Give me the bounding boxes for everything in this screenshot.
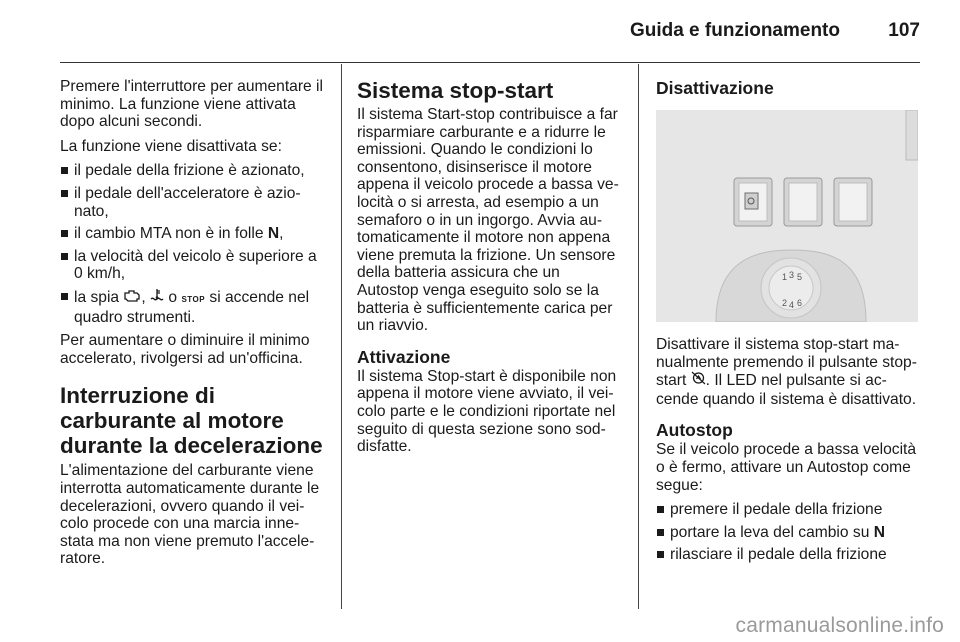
list-item xyxy=(60,225,328,243)
column-right xyxy=(656,78,922,570)
list-item-text: il cambio MTA non è in folle xyxy=(74,225,268,243)
list-item-text: si accende nel quadro strumenti. xyxy=(74,288,310,326)
list-item-text: il pedale della frizione è azionato, xyxy=(74,162,305,180)
engine-check-icon xyxy=(123,291,141,305)
gear-digit: 6 xyxy=(797,298,803,308)
paragraph: Premere l'interruttore per aumentare il minimo. La funzione viene attivata dopo alcuni secondi. xyxy=(60,78,323,131)
gear-digit: 4 xyxy=(789,300,795,310)
list-item xyxy=(656,546,922,564)
column-divider xyxy=(341,64,342,609)
paragraph: Se il veicolo procede a bassa velocità o è fermo, attivare un Autostop come segue: xyxy=(656,441,917,494)
gear-digit: 3 xyxy=(789,270,795,280)
list-item-text: la velocità del veicolo è superiore a 0 km/h, xyxy=(74,247,317,283)
page-header xyxy=(60,0,920,63)
gear-digit: 2 xyxy=(782,298,788,308)
list-item xyxy=(656,524,922,542)
coolant-temp-icon xyxy=(150,291,164,305)
list-item-text: portare la leva del cambio su xyxy=(670,523,874,541)
gear-neutral: N xyxy=(873,523,885,541)
stop-indicator-icon: STOP xyxy=(181,294,206,304)
condition-list xyxy=(60,162,328,326)
subsection-heading: Attivazione xyxy=(357,346,451,367)
subsection-heading: Autostop xyxy=(656,420,733,441)
paragraph: Per aumentare o diminuire il minimo accelerato, rivolgersi ad un'officina. xyxy=(60,332,310,367)
watermark: carmanualsonline.info xyxy=(735,614,944,637)
column-middle xyxy=(357,78,623,463)
section-heading: Interruzione di carburante al motore durante la decelerazione xyxy=(60,383,323,459)
gear-neutral: N xyxy=(267,225,280,243)
section-title: Guida e funzionamento xyxy=(629,20,840,41)
gear-digit: 1 xyxy=(782,272,788,282)
paragraph-text: Disattivare il sistema stop-start ma-nualmente premendo il pulsante stop-start xyxy=(656,336,917,390)
paragraph-text: . Il LED nel pulsante si ac-cende quando il sistema è disattivato. xyxy=(656,372,917,408)
gear-digit: 5 xyxy=(797,272,803,282)
column-divider xyxy=(638,64,639,609)
list-item-text: , xyxy=(279,225,284,243)
list-item-text: rilasciare il pedale della frizione xyxy=(670,546,887,564)
list-item xyxy=(60,288,328,326)
list-item-text: o xyxy=(164,288,182,306)
dashboard-figure xyxy=(656,110,918,322)
list-item xyxy=(60,248,328,283)
section-heading: Sistema stop-start xyxy=(357,78,554,103)
paragraph: L'alimentazione del carburante viene interrotta automaticamente durante le decelerazioni, ovvero quando il vei-colo procede con una marcia inne-stata ma non viene premuto l'accele-ratore. xyxy=(60,462,320,568)
list-item-text: , xyxy=(141,288,151,306)
list-item xyxy=(656,501,922,519)
stop-start-icon xyxy=(691,374,706,388)
switch-panel-illustration xyxy=(656,110,918,322)
page-number: 107 xyxy=(888,20,920,41)
paragraph: La funzione viene disattivata se: xyxy=(60,137,282,155)
list-item xyxy=(60,162,328,180)
list-item-text: premere il pedale della frizione xyxy=(670,501,883,519)
list-item xyxy=(60,185,328,220)
paragraph: Il sistema Start-stop contribuisce a far risparmiare carburante e a ridurre le emissioni. Quando le condizioni lo consentono, disinserisce il motore appena il veicolo procede a bassa ve-locità o si arresta, ad esempio a un semaforo o in un ingorgo. Avvia au-tomaticamente il motore non appena viene premuta la frizione. Un sensore della batteria assicura che un Autostop venga eseguito solo se la batteria è sufficientemente carica per un riavvio. xyxy=(357,106,619,335)
column-left xyxy=(60,78,328,575)
list-item-text: il pedale dell'acceleratore è azio-nato, xyxy=(74,184,301,220)
paragraph: Il sistema Stop-start è disponibile non appena il motore viene avviato, il vei-colo parte e le condizioni riportate nel seguito di questa sezione sono sod-disfatte. xyxy=(357,367,617,456)
list-item-text: la spia xyxy=(74,288,124,306)
paragraph xyxy=(656,336,922,408)
autostop-steps xyxy=(656,501,922,564)
subsection-heading: Disattivazione xyxy=(656,78,774,98)
